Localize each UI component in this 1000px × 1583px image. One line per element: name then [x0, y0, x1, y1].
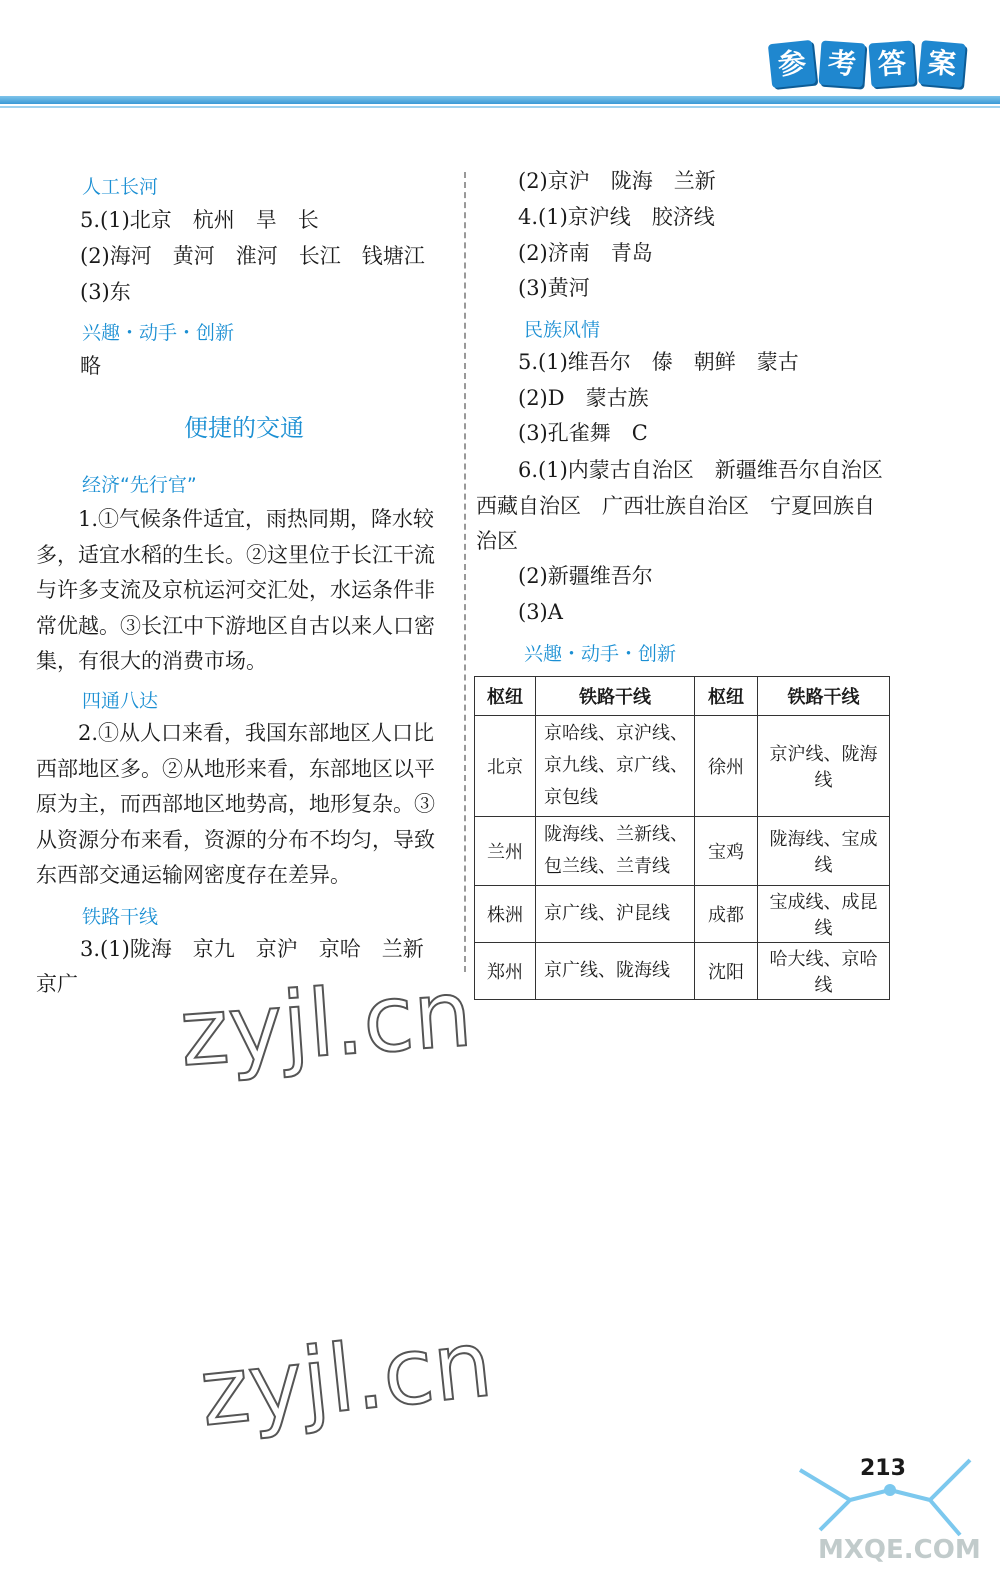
table-row: [475, 716, 890, 817]
answer-line: (2)D 蒙古族: [518, 386, 649, 410]
section-heading: 四通八达: [82, 690, 159, 712]
answer-line: (3)孔雀舞 C: [518, 421, 648, 445]
table-row: [475, 943, 890, 1000]
table-header-cell: 铁路干线: [758, 677, 890, 716]
corner-watermark: MXQE.COM: [818, 1535, 981, 1565]
answer-line: (2)京沪 陇海 兰新: [518, 169, 716, 193]
header-badge-2: 考: [819, 41, 866, 88]
hub-cell: 成都: [695, 886, 758, 943]
answer-line: (3)黄河: [518, 276, 590, 300]
header-badge-3: 答: [869, 41, 916, 88]
lines-cell: 陇海线、宝成线: [758, 817, 890, 886]
page-number: 213: [860, 1456, 906, 1481]
header-band: [0, 96, 1000, 104]
answer-line: (3)东: [80, 280, 131, 304]
header-badge-1: 参: [768, 40, 816, 88]
table-header-cell: 枢纽: [475, 677, 536, 716]
section-heading: 铁路干线: [82, 906, 159, 928]
hub-cell: 宝鸡: [695, 817, 758, 886]
section-heading: 经济“先行官”: [82, 474, 197, 496]
lines-cell: 哈大线、京哈线: [758, 943, 890, 1000]
answer-line: 略: [80, 354, 101, 378]
answer-line: 4.(1)京沪线 胶济线: [518, 205, 715, 229]
chapter-title: 便捷的交通: [184, 414, 304, 442]
section-heading: 人工长河: [82, 176, 159, 198]
table-header-row: [475, 677, 890, 716]
snowflake-decoration-icon: [790, 1430, 980, 1550]
answer-paragraph: 2.①从人口来看，我国东部地区人口比西部地区多。②从地形来看，东部地区以平原为主，而西部地区地势高，地形复杂。③从资源分布来看，资源的分布不均匀，导致东西部交通运输网密度存在差异。: [36, 721, 435, 887]
table-header-cell: 枢纽: [695, 677, 758, 716]
answer-line: (2)海河 黄河 淮河 长江 钱塘江: [80, 244, 425, 268]
lines-cell: 宝成线、成昆线: [758, 886, 890, 943]
answer-line: (3)A: [518, 600, 563, 624]
hub-cell: 株洲: [475, 886, 536, 943]
column-divider: [464, 172, 466, 972]
hub-cell: 兰州: [475, 817, 536, 886]
lines-cell: 京沪线、陇海线: [758, 716, 890, 817]
lines-cell: 京广线、陇海线: [536, 943, 695, 1000]
answer-line: (2)新疆维吾尔: [518, 564, 653, 588]
table-header-cell: 铁路干线: [536, 677, 695, 716]
table-row: [475, 817, 890, 886]
watermark-text: zyjl.cn: [176, 959, 476, 1088]
hub-cell: 沈阳: [695, 943, 758, 1000]
lines-cell: 京广线、沪昆线: [536, 886, 695, 943]
answer-line: (2)济南 青岛: [518, 241, 653, 265]
section-heading: 兴趣・动手・创新: [82, 322, 235, 344]
answer-paragraph: 6.(1)内蒙古自治区 新疆维吾尔自治区 西藏自治区 广西壮族自治区 宁夏回族自治区: [476, 458, 904, 553]
answer-paragraph: 1.①气候条件适宜，雨热同期，降水较多，适宜水稻的生长。②这里位于长江干流与许多支流及京杭运河交汇处，水运条件非常优越。③长江中下游地区自古以来人口密集，有很大的消费市场。: [36, 507, 435, 673]
answer-line: 5.(1)北京 杭州 旱 长: [80, 208, 319, 232]
railway-hub-table: [474, 676, 890, 1000]
lines-cell: 京哈线、京沪线、京九线、京广线、京包线: [536, 716, 695, 817]
lines-cell: 陇海线、兰新线、包兰线、兰青线: [536, 817, 695, 886]
answer-line: 京广: [36, 972, 78, 996]
hub-cell: 徐州: [695, 716, 758, 817]
watermark-text: zyjl.cn: [195, 1310, 497, 1447]
table-row: [475, 886, 890, 943]
section-heading: 兴趣・动手・创新: [524, 643, 677, 665]
answer-line: 5.(1)维吾尔 傣 朝鲜 蒙古: [518, 350, 799, 374]
hub-cell: 北京: [475, 716, 536, 817]
section-heading: 民族风情: [524, 319, 601, 341]
header-badge-4: 案: [918, 40, 966, 88]
hub-cell: 郑州: [475, 943, 536, 1000]
header-band-line: [0, 106, 1000, 108]
answer-line: 3.(1)陇海 京九 京沪 京哈 兰新: [80, 937, 424, 961]
